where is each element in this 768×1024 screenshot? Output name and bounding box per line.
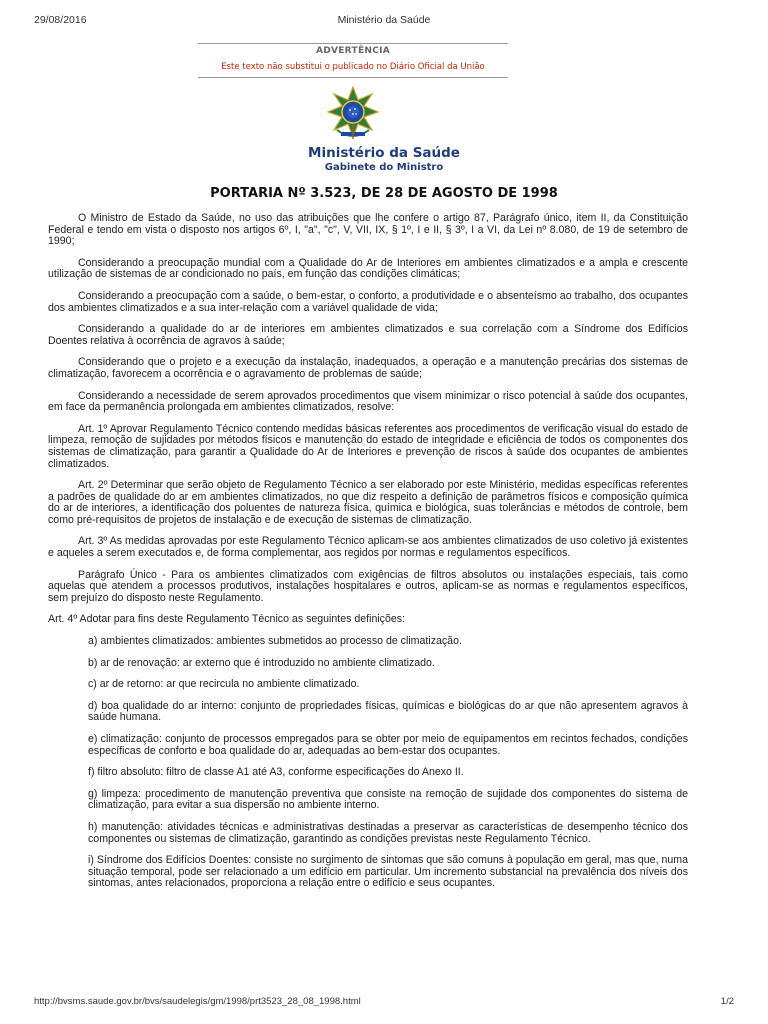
paragraph-art-1: Art. 1º Aprovar Regulamento Técnico contendo medidas básicas referentes aos procedimentos de verificação visual do estado de limpeza, remoção de sujidades por métodos físicos e manutenção do estado de integridade e eficiência de todos os componentes dos sistemas de climatização, para garantir a Qualidade do Ar de Interiores e prevenção de riscos à saúde dos ocupantes de ambientes climatizados. <box>48 422 688 470</box>
ministry-name: Ministério da Saúde <box>308 145 460 161</box>
definition-item: f) filtro absoluto: filtro de classe A1 até A3, conforme especificações do Anexo II. <box>88 766 464 779</box>
ministry-subtitle: Gabinete do Ministro <box>324 162 444 173</box>
document-title: PORTARIA Nº 3.523, DE 28 DE AGOSTO DE 1998 <box>210 186 558 201</box>
warning-box <box>198 43 508 78</box>
paragraph-considerando: Considerando a necessidade de serem aprovados procedimentos que visem minimizar o risco potencial à saúde dos ocupantes, em face da permanência prolongada em ambientes climatizados, resolve: <box>48 389 688 414</box>
source-url: http://bvsms.saude.gov.br/bvs/saudelegis/gm/1998/prt3523_28_08_1998.html <box>34 996 361 1007</box>
paragraph-considerando: Considerando a preocupação com a saúde, o bem-estar, o conforto, a produtividade e o absenteísmo ao trabalho, dos ocupantes dos ambientes climatizados e a sua inter-relação com a variável qualidade de vida; <box>48 289 688 314</box>
paragraph-unico: Parágrafo Único - Para os ambientes climatizados com exigências de filtros absolutos ou instalações especiais, tais como aquelas que atendem a processos produtivos, instalações hospitalares e outros, aplicam-se as normas e regulamentos específicos, sem prejuízo do disposto neste Regulamento. <box>48 568 688 604</box>
paragraph-art-3: Art. 3º As medidas aprovadas por este Regulamento Técnico aplicam-se aos ambientes climatizados de uso coletivo já existentes e aqueles a serem executados e, de forma complementar, aos regidos por normas e regulamentos específicos. <box>48 535 688 560</box>
print-page-title: Ministério da Saúde <box>337 14 431 26</box>
paragraph-art-2: Art. 2º Determinar que serão objeto de Regulamento Técnico a ser elaborado por este Ministério, medidas específicas referentes a padrões de qualidade do ar em ambientes climatizados, no que diz respeito a definição de parâmetros físicos e composição química do ar de interiores, a identificação dos poluentes de natureza física, química e biológica, suas tolerâncias e métodos de controle, bem como pré-requisitos de projetos de instalação e de execução de sistemas de climatização. <box>48 479 688 526</box>
paragraph-preamble: O Ministro de Estado da Saúde, no uso das atribuições que lhe confere o artigo 87, Parágrafo único, item II, da Constituição Federal e tendo em vista o disposto nos artigos 6º, I, "a", "c", V, VII, IX, § 1º, I e II, § 3º, I a VI, da Lei nº 8.080, de 19 de setembro de 1990; <box>48 212 688 248</box>
definition-item: i) Síndrome dos Edifícios Doentes: consiste no surgimento de sintomas que são comuns à população em geral, mas que, numa situação temporal, pode ser relacionado a um edifício em particular. Um incremento substancial na prevalência dos níveis dos sintomas, antes relacionados, proporciona a relação entre o edifício e seus ocupantes. <box>88 854 688 890</box>
print-date: 29/08/2016 <box>34 14 87 26</box>
warning-title: ADVERTÊNCIA <box>315 46 391 56</box>
paragraph-considerando: Considerando a preocupação mundial com a Qualidade do Ar de Interiores em ambientes climatizados e a ampla e crescente utilização de sistemas de ar condicionado no país, em função das condições climáticas; <box>48 256 688 281</box>
paragraph-considerando: Considerando a qualidade do ar de interiores em ambientes climatizados e sua correlação com a Síndrome dos Edifícios Doentes relativa à ocorrência de agravos à saúde; <box>48 323 688 347</box>
definition-item: e) climatização: conjunto de processos empregados para se obter por meio de equipamentos em recintos fechados, condições específicas de conforto e boa qualidade do ar, adequadas ao bem-estar dos ocupantes. <box>88 733 688 757</box>
warning-text: Este texto não substitui o publicado no Diário Oficial da União <box>221 62 485 72</box>
definition-item: g) limpeza: procedimento de manutenção preventiva que consiste na remoção de sujidade dos componentes do sistema de climatização, para evitar a sua dispersão no ambiente interno. <box>88 787 688 812</box>
definition-item: a) ambientes climatizados: ambientes submetidos ao processo de climatização. <box>88 635 462 648</box>
coat-of-arms-icon <box>327 86 379 142</box>
definition-item: h) manutenção: atividades técnicas e administrativas destinadas a preservar as características de desempenho técnico dos componentes ou sistemas de climatização, garantindo as condições previstas neste Regulamento Técnico. <box>88 820 688 845</box>
definition-item: d) boa qualidade do ar interno: conjunto de propriedades físicas, químicas e biológicas do ar que não apresentem agravos à saúde humana. <box>88 699 688 724</box>
page-number: 1/2 <box>720 996 734 1007</box>
paragraph-considerando: Considerando que o projeto e a execução da instalação, inadequados, a operação e a manutenção precárias dos sistemas de climatização, favorecem a ocorrência e o agravamento de problemas de saúde; <box>48 356 688 380</box>
definition-item: c) ar de retorno: ar que recircula no ambiente climatizado. <box>88 678 360 691</box>
document-body <box>48 213 688 900</box>
definition-item: b) ar de renovação: ar externo que é introduzido no ambiente climatizado. <box>88 656 435 669</box>
paragraph-art-4: Art. 4º Adotar para fins deste Regulamento Técnico as seguintes definições: <box>48 613 406 626</box>
ministry-heading <box>0 145 768 173</box>
